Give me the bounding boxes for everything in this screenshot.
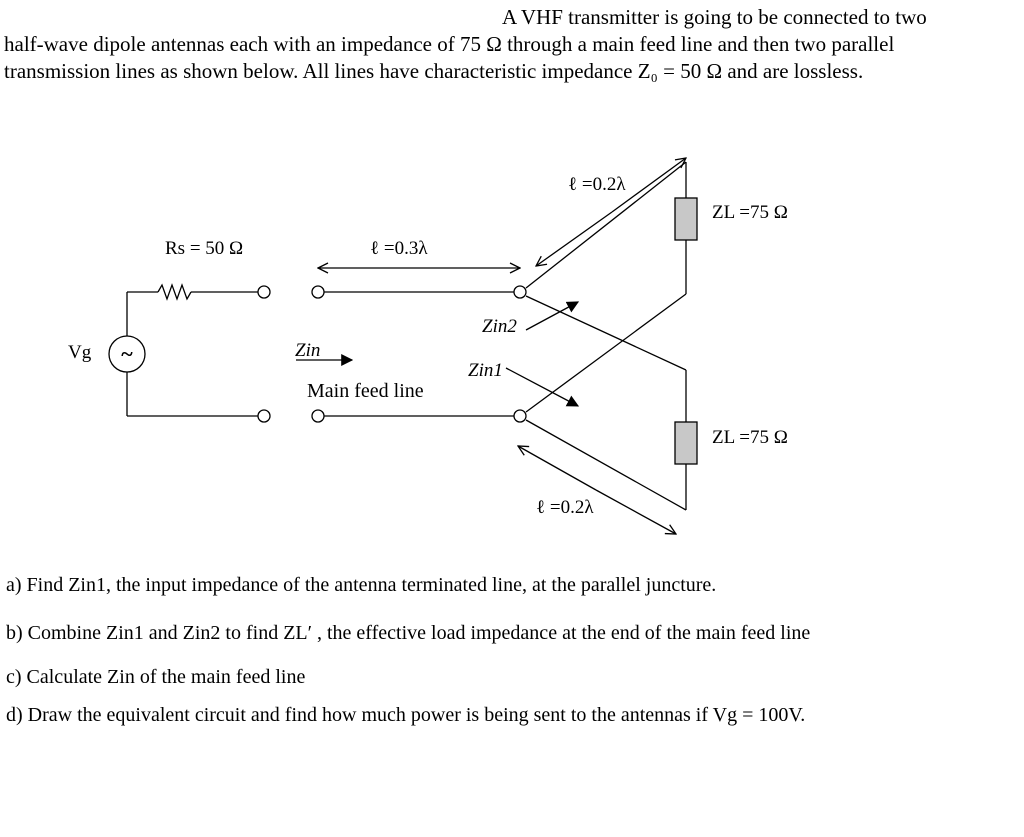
source-resistance-label: Rs = 50 Ω	[165, 238, 244, 259]
lower-branch-length-label: ℓ =0.2λ	[536, 497, 594, 518]
main-line-input-bottom	[312, 410, 324, 422]
zin1-label: Zin1	[468, 360, 503, 381]
question-a: a) Find Zin1, the input impedance of the antenna terminated line, at the parallel juncture.	[6, 574, 717, 596]
main-line-output-bottom	[514, 410, 526, 422]
resistor-symbol	[158, 285, 191, 299]
lower-load-label: ZL =75 Ω	[712, 427, 788, 448]
upper-load-antenna	[675, 198, 697, 240]
main-feed-line-label: Main feed line	[307, 380, 424, 402]
lower-branch-conductor-a	[526, 294, 686, 412]
intro-line-2: half-wave dipole antennas each with an impedance of 75 Ω through a main feed line and then two parallel	[4, 32, 895, 56]
source-terminal-top	[258, 286, 270, 298]
upper-load-label: ZL =75 Ω	[712, 202, 788, 223]
main-line-input-top	[312, 286, 324, 298]
zin-label: Zin	[295, 340, 321, 361]
question-b: b) Combine Zin1 and Zin2 to find ZL′ , the effective load impedance at the end of the main feed line	[6, 622, 811, 644]
main-line-output-top	[514, 286, 526, 298]
question-c: c) Calculate Zin of the main feed line	[6, 666, 306, 688]
branch-lines	[506, 158, 697, 534]
upper-branch-length-arrow-down	[536, 212, 612, 266]
upper-branch-length-label: ℓ =0.2λ	[568, 174, 626, 195]
intro-line-1: A VHF transmitter is going to be connected to two	[502, 5, 927, 29]
intro-line-3: transmission lines as shown below. All lines have characteristic impedance Z₀ = 50 Ω and are lossless.	[4, 59, 864, 83]
lower-branch-length-arrow-down	[596, 490, 676, 534]
main-line-length-label: ℓ =0.3λ	[370, 238, 428, 259]
source-symbol: ~	[121, 341, 133, 366]
zin2-label: Zin2	[482, 316, 517, 337]
vg-label: Vg	[68, 342, 92, 363]
question-d: d) Draw the equivalent circuit and find how much power is being sent to the antennas if Vg = 100V.	[6, 704, 806, 726]
upper-branch-conductor-b	[526, 296, 686, 370]
lower-load-antenna	[675, 422, 697, 464]
generator-circuit	[109, 285, 270, 422]
source-terminal-bottom	[258, 410, 270, 422]
